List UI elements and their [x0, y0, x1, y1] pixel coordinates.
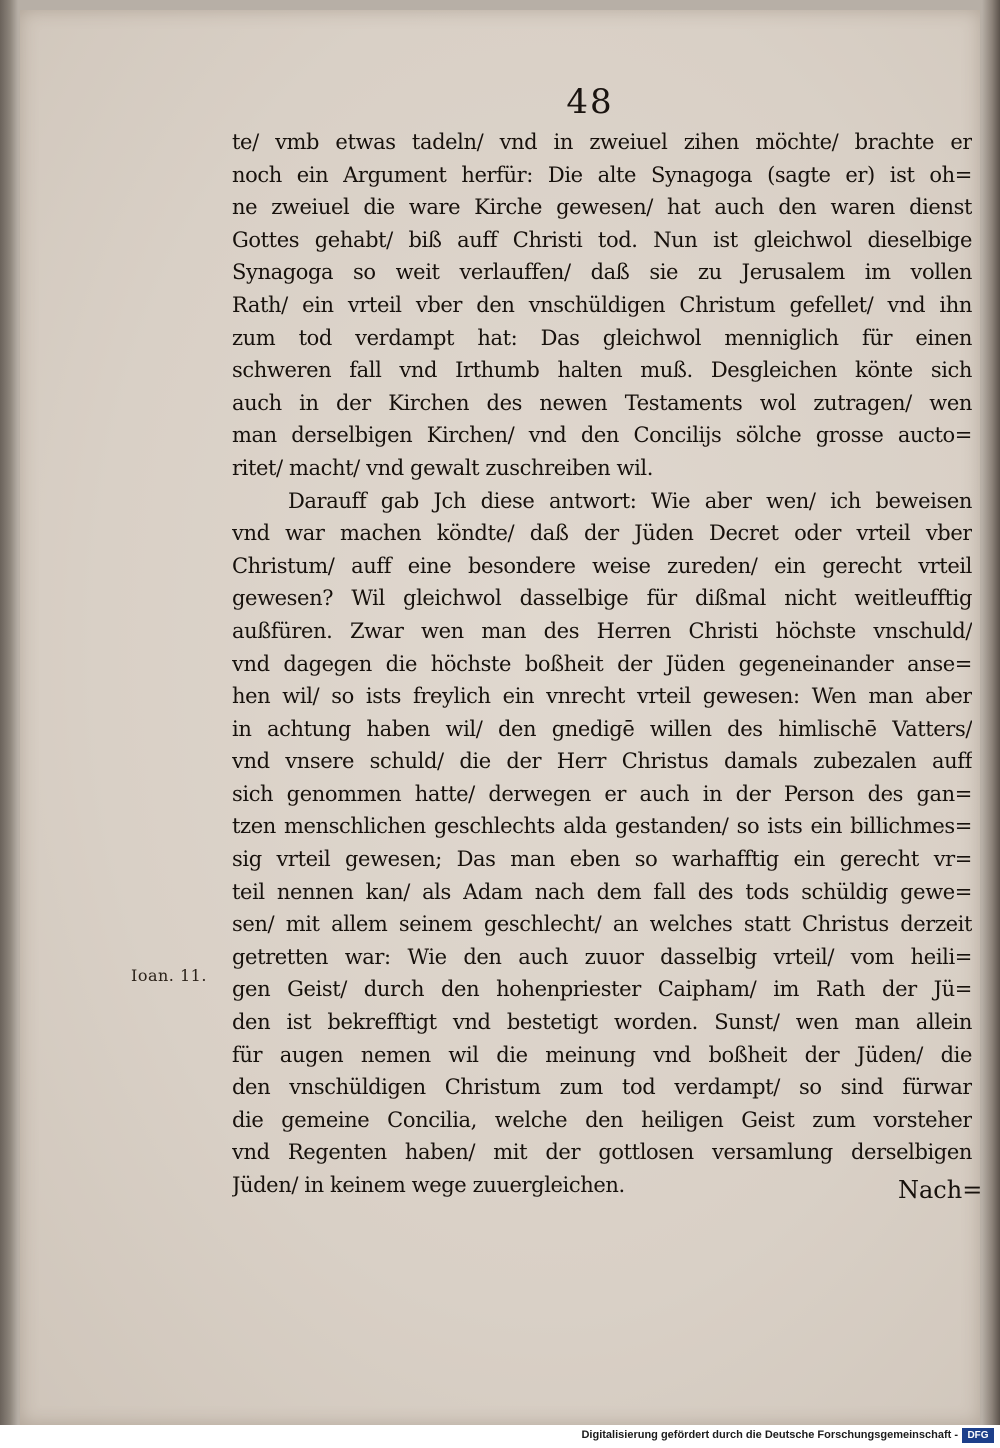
- funding-notice: Digitalisierung gefördert durch die Deutsche Forschungsgemeinschaft -: [581, 1429, 958, 1441]
- text-line: in achtung haben wil/ den gnedigē willen des himlischē Vatters/: [232, 716, 972, 741]
- text-line: für augen nemen wil die meinung vnd boßheit der Jüden/ die: [232, 1042, 972, 1067]
- text-line: vnd war machen köndte/ daß der Jüden Decret oder vrteil vber: [232, 521, 972, 546]
- text-line: noch ein Argument herfür: Die alte Synagoga (sagte er) ist oh=: [232, 162, 972, 187]
- text-line: getretten war: Wie den auch zuuor dasselbig vrteil/ vom heili=: [232, 944, 972, 969]
- text-line: Rath/ ein vrteil vber den vnschüldigen Christum gefellet/ vnd ihn: [232, 292, 972, 317]
- text-line: teil nennen kan/ als Adam nach dem fall des tods schüldig gewe=: [232, 879, 972, 904]
- text-line: man derselbigen Kirchen/ vnd den Concilijs sölche grosse aucto=: [232, 423, 972, 448]
- footer-bar: [0, 1425, 1000, 1448]
- text-line: te/ vmb etwas tadeln/ vnd in zweiuel zihen möchte/ brachte er: [232, 130, 972, 154]
- text-line: den vnschüldigen Christum zum tod verdampt/ so sind fürwar: [232, 1075, 972, 1100]
- dfg-logo: DFG: [962, 1428, 994, 1443]
- text-line: vnd dagegen die höchste boßheit der Jüden gegeneinander anse=: [232, 651, 972, 676]
- text-line: zum tod verdampt hat: Das gleichwol menniglich für einen: [232, 325, 972, 350]
- text-line: ritet/ macht/ vnd gewalt zuschreiben wil.: [232, 455, 654, 480]
- text-line: sig vrteil gewesen; Das man eben so warhafftig ein gerecht vr=: [232, 847, 972, 872]
- text-line: hen wil/ so ists freylich ein vnrecht vrteil gewesen: Wen man aber: [232, 684, 972, 709]
- text-line: gen Geist/ durch den hohenpriester Caipham/ im Rath der Jü=: [232, 977, 972, 1002]
- text-line: sich genommen hatte/ derwegen er auch in der Person des gan=: [232, 781, 972, 806]
- text-line: sen/ mit allem seinem geschlecht/ an welches statt Christus derzeit: [232, 912, 972, 937]
- text-line: ne zweiuel die ware Kirche gewesen/ hat auch den waren dienst: [232, 195, 972, 220]
- text-line: vnd Regenten haben/ mit der gottlosen versamlung derselbigen: [232, 1140, 972, 1165]
- text-line: außfüren. Zwar wen man des Herren Christi höchste vnschuld/: [232, 618, 972, 643]
- margin-note: Ioan. 11.: [131, 966, 207, 985]
- text-line: tzen menschlichen geschlechts alda gestanden/ so ists ein billichmes=: [232, 814, 972, 839]
- text-line: gewesen? Wil gleichwol dasselbige für dißmal nicht weitleufftig: [232, 586, 972, 611]
- page-number: 48: [566, 82, 614, 122]
- text-line: Jüden/ in keinem wege zuuergleichen.: [232, 1173, 625, 1197]
- text-line: schweren fall vnd Irthumb halten muß. Desgleichen könte sich: [232, 358, 972, 383]
- catchword: Nach=: [898, 1176, 983, 1204]
- text-line: auch in der Kirchen des newen Testaments wol zutragen/ wen: [232, 390, 972, 415]
- text-line: Darauff gab Jch diese antwort: Wie aber wen/ ich beweisen: [288, 488, 972, 513]
- text-line: vnd vnsere schuld/ die der Herr Christus damals zubezalen auff: [232, 749, 972, 774]
- text-line: Gottes gehabt/ biß auff Christi tod. Nun ist gleichwol dieselbige: [232, 227, 972, 252]
- text-line: den ist bekrefftigt vnd bestetigt worden. Sunst/ wen man allein: [232, 1010, 972, 1035]
- text-line: Synagoga so weit verlauffen/ daß sie zu Jerusalem im vollen: [232, 260, 972, 285]
- text-line: Christum/ auff eine besondere weise zureden/ ein gerecht vrteil: [232, 553, 972, 578]
- text-line: die gemeine Concilia, welche den heiligen Geist zum vorsteher: [232, 1107, 972, 1132]
- body-text: [232, 126, 972, 1202]
